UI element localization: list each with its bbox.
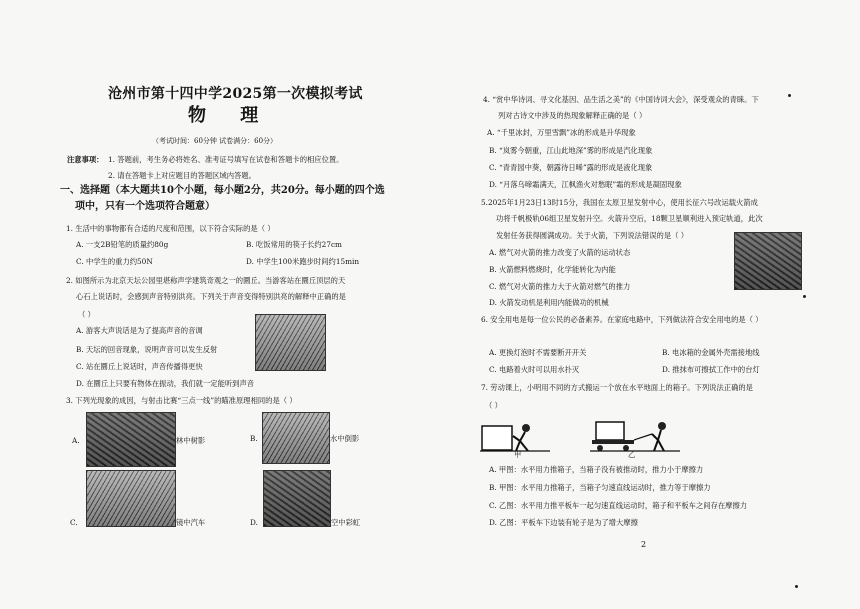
- car-mirror-photo: [86, 470, 176, 527]
- scan-speck: [795, 585, 798, 588]
- water-reflection-photo: [262, 412, 330, 464]
- q1-option-c: C. 中学生的重力约50N: [76, 257, 153, 266]
- temple-of-heaven-photo: [255, 314, 326, 371]
- scan-speck: [788, 94, 791, 97]
- q5-stem-line3: 发射任务获得圆满成功。关于火箭，下列说法错误的是（ ）: [496, 231, 689, 240]
- q4-option-b: B. “岚雾今朝重，江山此地深”雾的形成是汽化现象: [489, 146, 653, 155]
- q6-stem: 6. 安全用电是每一位公民的必备素养。在家庭电路中，下列做法符合安全用电的是（ ）: [481, 315, 763, 324]
- page-number: 2: [641, 540, 647, 549]
- notes-label: 注意事项：: [67, 155, 104, 164]
- q7-option-d: D. 乙图：平板车下边装有轮子是为了增大摩擦: [489, 518, 638, 527]
- q3-option-c-letter: C.: [70, 518, 78, 527]
- q2-answer-paren: （ ）: [78, 310, 95, 319]
- note-2: 2. 请在答题卡上对应题目的答题区域内答题。: [108, 171, 256, 180]
- q2-option-b: B. 天坛的回音现象，说明声音可以发生反射: [76, 345, 218, 354]
- q3-option-a-caption: 林中树影: [176, 436, 206, 445]
- note-1: 1. 答题前，考生务必将姓名、准考证号填写在试卷和答题卡的相应位置。: [108, 155, 344, 164]
- q4-option-c: C. “青青园中葵，朝露待日晞”露的形成是液化现象: [489, 163, 653, 172]
- q3-option-d-letter: D.: [250, 518, 258, 527]
- q7-answer-paren: （ ）: [485, 401, 502, 410]
- q1-option-d: D. 中学生100米跑步时间约15min: [246, 257, 360, 266]
- q4-option-d: D. “月落乌啼霜满天，江枫渔火对愁眠”霜的形成是凝固现象: [489, 180, 682, 189]
- q6-option-b: B. 电冰箱的金属外壳需接地线: [662, 348, 760, 357]
- box-shape: [482, 426, 512, 450]
- q2-option-a: A. 游客大声说话是为了提高声音的音调: [76, 326, 203, 335]
- section-1-heading: 一、选择题（本大题共10个小题，每小题2分，共20分。每小题的四个选: [60, 185, 385, 196]
- flat-cart: [592, 440, 634, 444]
- q4-option-a: A. “千里冰封，万里雪飘”冰的形成是升华现象: [487, 128, 636, 137]
- q7-option-a: A. 甲图：水平用力推箱子，当箱子没有被推动时，推力小于摩擦力: [489, 465, 704, 474]
- q2-option-c: C. 站在圜丘上说话时，声音传播得更快: [76, 362, 203, 371]
- q3-option-a-letter: A.: [72, 436, 80, 445]
- q5-option-d: D. 火箭发动机是利用内能做功的机械: [489, 298, 609, 307]
- q1-option-b: B. 吃饭常用的筷子长约27cm: [246, 240, 342, 249]
- q3-option-d-caption: 空中彩虹: [331, 518, 361, 527]
- q6-option-c: C. 电路着火时可以用水扑灭: [489, 365, 580, 374]
- rocket-launch-photo: [734, 232, 802, 290]
- q3-option-b-caption: 水中倒影: [330, 434, 360, 443]
- subject-title: 物 理: [188, 105, 273, 126]
- person-head: [658, 422, 666, 430]
- q1-option-a: A. 一支2B铅笔的质量约80g: [76, 240, 169, 249]
- q5-stem-line1: 5.2025年1月23日13时15分，我国在太原卫星发射中心，使用长征六号改运载火箭成: [481, 198, 758, 207]
- q7-stem: 7. 劳动课上，小明用不同的方式搬运一个放在水平地面上的箱子。下列说法正确的是: [481, 383, 753, 392]
- q4-stem-line2: 列对古诗文中涉及的热现象解释正确的是（ ）: [498, 111, 647, 120]
- figure-yi-label: 乙: [628, 450, 636, 459]
- forest-shadow-photo: [86, 412, 176, 467]
- exam-info: （考试时间：60分钟 试卷满分：60分）: [152, 137, 278, 145]
- q5-option-c: C. 燃气对火箭的推力大于火箭对燃气的推力: [489, 282, 631, 291]
- q3-option-b-letter: B.: [250, 434, 258, 443]
- q1-stem: 1. 生活中的事物都有合适的尺度和范围，以下符合实际的是（ ）: [66, 224, 275, 233]
- scan-speck: [803, 295, 806, 298]
- q3-option-c-caption: 镜中汽车: [176, 518, 206, 527]
- q4-stem-line1: 4. “赏中华诗词、寻文化基因、品生活之美”的《中国诗词大会》，深受观众的青睐。下: [483, 95, 759, 104]
- exam-title: 沧州市第十四中学2025第一次模拟考试: [108, 86, 363, 102]
- figure-jia-label: 甲: [514, 450, 522, 459]
- q5-option-a: A. 燃气对火箭的推力改变了火箭的运动状态: [489, 248, 631, 257]
- person-head: [522, 424, 530, 432]
- q7-option-c: C. 乙图：水平用力推平板车一起匀速直线运动时，箱子和平板车之间存在摩擦力: [489, 501, 748, 510]
- q5-stem-line2: 功将千帆极轨06组卫星发射升空。火箭升空后，18颗卫星顺利进入预定轨道，此次: [496, 214, 763, 223]
- section-1-heading-cont: 项中，只有一个选项符合题意）: [75, 201, 215, 212]
- q2-stem-line1: 2. 如图所示为北京天坛公园里堪称声学建筑奇观之一的圜丘。当游客站在圜丘顶层的天: [66, 276, 346, 285]
- q7-option-b: B. 甲图：水平用力推箱子，当箱子匀速直线运动时，推力等于摩擦力: [489, 483, 711, 492]
- q6-option-a: A. 更换灯泡时不需要断开开关: [489, 348, 587, 357]
- q6-option-d: D. 推抹布可擦拭工作中的台灯: [662, 365, 760, 374]
- rainbow-photo: [263, 470, 331, 527]
- q3-stem: 3. 下列光现象的成因，与射击比赛“三点一线”的瞄准原理相同的是（ ）: [66, 396, 297, 405]
- q5-option-b: B. 火箭燃料燃烧时，化学能转化为内能: [489, 265, 616, 274]
- box-on-cart: [596, 422, 624, 440]
- q2-option-d: D. 在圜丘上只要有物体在振动，我们就一定能听到声音: [76, 379, 255, 388]
- q2-stem-line2: 心石上说话时，会感到声音特别洪亮。下列关于声音变得特别洪亮的解释中正确的是: [76, 292, 346, 301]
